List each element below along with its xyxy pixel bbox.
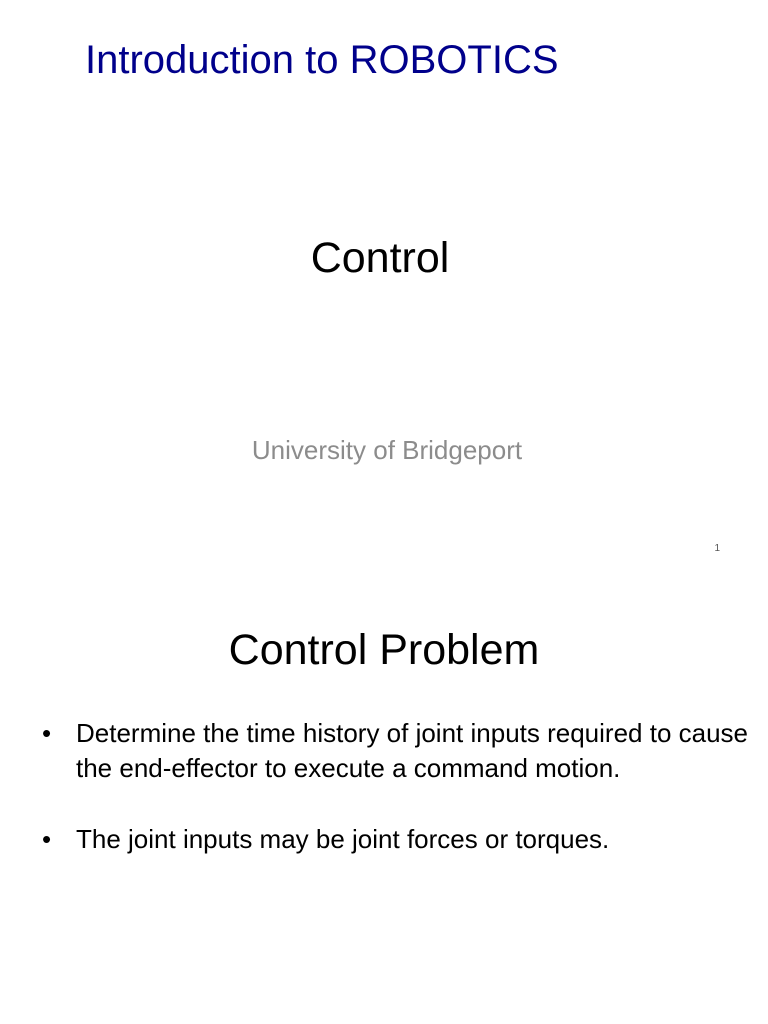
- institution-subtitle: University of Bridgeport: [251, 435, 523, 465]
- slide-heading: Control Problem: [228, 626, 540, 674]
- bullet-text: The joint inputs may be joint forces or torques.: [76, 824, 610, 854]
- bullet-list: [40, 716, 750, 893]
- lecture-title: Control: [310, 234, 450, 282]
- bullet-text: Determine the time history of joint inputs required to cause the end-effector to execute a command motion.: [76, 718, 749, 783]
- content-slide: [0, 576, 768, 1024]
- slide-number: 1: [714, 543, 720, 554]
- bullet-dot-icon: •: [42, 718, 52, 748]
- bullet-item: [40, 822, 750, 857]
- course-title: Introduction to ROBOTICS: [85, 38, 559, 82]
- bullet-dot-icon: •: [42, 824, 52, 854]
- bullet-item: [40, 716, 750, 786]
